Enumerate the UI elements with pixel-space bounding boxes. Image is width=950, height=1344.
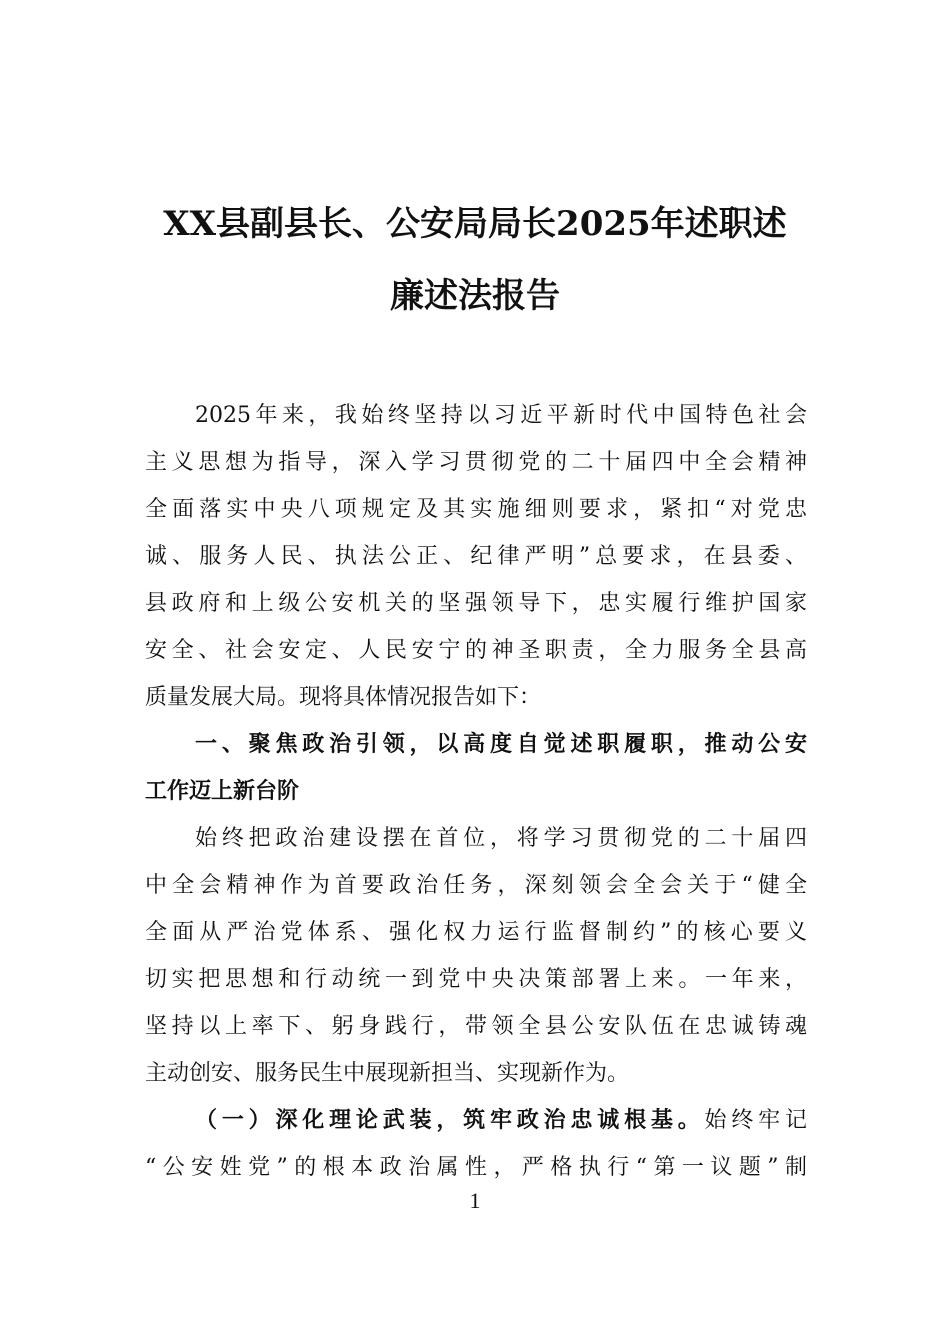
document-title	[130, 188, 820, 332]
subsection-line	[145, 1097, 807, 1144]
intro-line: 县政府和上级公安机关的坚强领导下，忠实履行维护国家	[145, 591, 807, 616]
document-body	[145, 392, 807, 1191]
intro-line: 诚、服务人民、执法公正、纪律严明”总要求，在县委、	[145, 544, 807, 569]
section-body-line: 主动创安、服务民生中展现新担当、实现新作为。	[145, 1061, 630, 1086]
section-body-line: 中全会精神作为首要政治任务，深刻领会全会关于“健全	[145, 873, 807, 898]
intro-line: 2025年来，我始终坚持以习近平新时代中国特色社会	[195, 403, 807, 428]
section-body-line: 坚持以上率下、躬身践行，带领全县公安队伍在忠诚铸魂	[145, 1014, 807, 1039]
intro-line: 主义思想为指导，深入学习贯彻党的二十届四中全会精神	[145, 450, 807, 475]
section-heading-line: 一、聚焦政治引领，以高度自觉述职履职，推动公安	[195, 732, 807, 757]
section-body-line: 全面从严治党体系、强化权力运行监督制约”的核心要义	[145, 920, 807, 945]
title-line-2: 廉述法报告	[390, 276, 560, 316]
intro-line: 全面落实中央八项规定及其实施细则要求，紧扣“对党忠	[145, 497, 807, 522]
title-line-1: XX县副县长、公安局局长2025年述职述	[163, 204, 787, 244]
subsection-text: 始终牢记	[704, 1108, 807, 1133]
section-heading-line: 工作迈上新台阶	[145, 779, 300, 804]
section-body-line: 切实把思想和行动统一到党中央决策部署上来。一年来，	[145, 967, 807, 992]
intro-line: 安全、社会安定、人民安宁的神圣职责，全力服务全县高	[145, 638, 807, 663]
intro-line: 质量发展大局。现将具体情况报告如下：	[145, 685, 542, 710]
page-number: 1	[469, 1188, 481, 1213]
subsection-line: “公安姓党”的根本政治属性，严格执行“第一议题”制	[145, 1155, 807, 1180]
subsection-heading: （一）深化理论武装，筑牢政治忠诚根基。	[195, 1108, 705, 1133]
section-body-line: 始终把政治建设摆在首位，将学习贯彻党的二十届四	[195, 826, 807, 851]
